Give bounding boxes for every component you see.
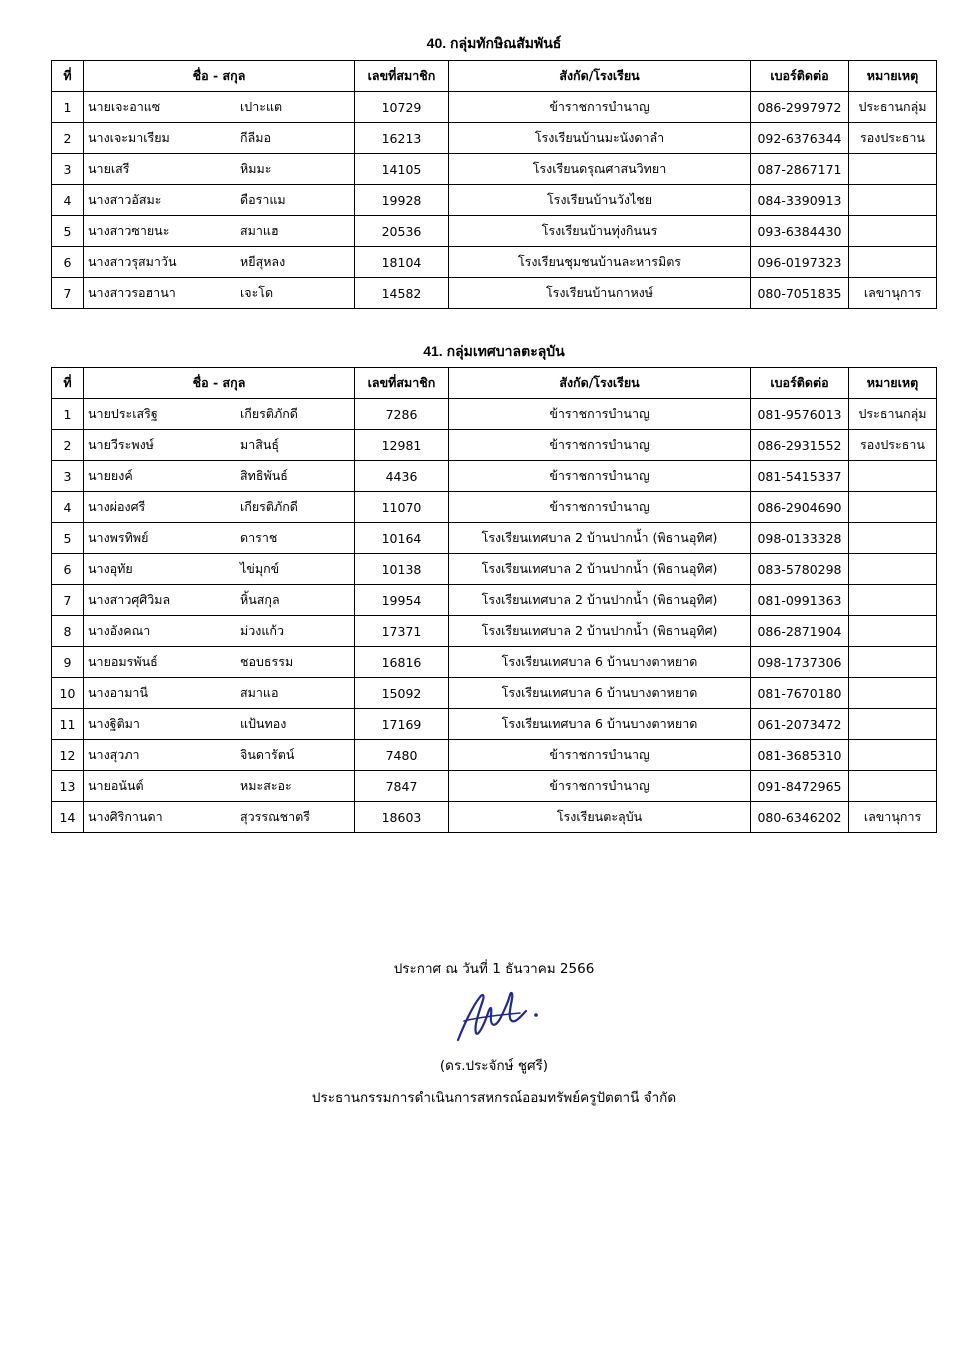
cell-note (849, 154, 937, 185)
cell-no: 7 (52, 585, 84, 616)
cell-name (84, 554, 355, 585)
cell-member-no: 11070 (355, 492, 449, 523)
col-header-note: หมายเหตุ (849, 61, 937, 92)
table-row (52, 771, 937, 802)
signature-image (450, 985, 550, 1047)
cell-note (849, 492, 937, 523)
cell-no: 6 (52, 247, 84, 278)
cell-member-no: 17169 (355, 709, 449, 740)
table-row (52, 247, 937, 278)
cell-phone: 096-0197323 (751, 247, 849, 278)
cell-member-no: 10729 (355, 92, 449, 123)
cell-no: 14 (52, 802, 84, 833)
cell-phone: 098-1737306 (751, 647, 849, 678)
table-header-row (52, 61, 937, 92)
cell-affiliation: โรงเรียนบ้านทุ่งกินนร (449, 216, 751, 247)
cell-affiliation: โรงเรียนเทศบาล 2 บ้านปากน้ำ (พิธานอุทิศ) (449, 616, 751, 647)
first-name: นางสุวภา (88, 747, 140, 762)
cell-note (849, 678, 937, 709)
cell-no: 3 (52, 154, 84, 185)
cell-member-no: 14105 (355, 154, 449, 185)
cell-phone: 093-6384430 (751, 216, 849, 247)
cell-affiliation: ข้าราชการบำนาญ (449, 430, 751, 461)
table-row (52, 523, 937, 554)
first-name: นางสาวศุศิวิมล (88, 592, 171, 607)
first-name: นายยงค์ (88, 468, 133, 483)
first-name: นายอมรพันธ์ (88, 654, 158, 669)
table-row (52, 554, 937, 585)
cell-no: 3 (52, 461, 84, 492)
group-41-title: 41. กลุ่มเทศบาลตะลุบัน (423, 343, 565, 359)
group-41-table (51, 367, 937, 833)
first-name: นางศิริกานดา (88, 809, 163, 824)
cell-phone: 080-6346202 (751, 802, 849, 833)
cell-name (84, 678, 355, 709)
cell-no: 10 (52, 678, 84, 709)
cell-member-no: 18603 (355, 802, 449, 833)
cell-phone: 098-0133328 (751, 523, 849, 554)
signer-name: (ดร.ประจักษ์ ชูศรี) (439, 1058, 549, 1074)
cell-name (84, 216, 355, 247)
cell-no: 13 (52, 771, 84, 802)
cell-name (84, 278, 355, 309)
first-name: นางสาวรอฮานา (88, 285, 176, 300)
last-name: หมะสะอะ (240, 778, 292, 793)
table-row (52, 430, 937, 461)
cell-note: เลขานุการ (849, 278, 937, 309)
cell-member-no: 12981 (355, 430, 449, 461)
cell-note (849, 647, 937, 678)
cell-affiliation: ข้าราชการบำนาญ (449, 492, 751, 523)
cell-phone: 086-2997972 (751, 92, 849, 123)
cell-no: 5 (52, 216, 84, 247)
col-header-name: ชื่อ - สกุล (84, 61, 355, 92)
table-row (52, 492, 937, 523)
cell-phone: 084-3390913 (751, 185, 849, 216)
last-name: เกียรติภักดี (240, 499, 298, 514)
cell-no: 5 (52, 523, 84, 554)
cell-affiliation: ข้าราชการบำนาญ (449, 92, 751, 123)
last-name: ดือราแม (240, 192, 286, 207)
table-row (52, 678, 937, 709)
table-row (52, 585, 937, 616)
first-name: นายเจะอาแซ (88, 99, 161, 114)
cell-no: 6 (52, 554, 84, 585)
cell-phone: 092-6376344 (751, 123, 849, 154)
cell-member-no: 19928 (355, 185, 449, 216)
last-name: จินดารัตน์ (240, 747, 295, 762)
cell-no: 4 (52, 185, 84, 216)
col-header-affiliation: สังกัด/โรงเรียน (449, 368, 751, 399)
cell-member-no: 15092 (355, 678, 449, 709)
last-name: ชอบธรรม (240, 654, 294, 669)
cell-name (84, 430, 355, 461)
cell-affiliation: โรงเรียนเทศบาล 6 บ้านบางตาหยาด (449, 647, 751, 678)
cell-name (84, 523, 355, 554)
cell-name (84, 616, 355, 647)
last-name: สุวรรณชาตรี (240, 809, 311, 824)
col-header-no: ที่ (52, 61, 84, 92)
cell-no: 2 (52, 430, 84, 461)
first-name: นายเสรี (88, 161, 130, 176)
cell-phone: 081-5415337 (751, 461, 849, 492)
cell-name (84, 247, 355, 278)
cell-affiliation: โรงเรียนดรุณศาสนวิทยา (449, 154, 751, 185)
cell-phone: 081-3685310 (751, 740, 849, 771)
cell-affiliation: ข้าราชการบำนาญ (449, 771, 751, 802)
cell-note: ประธานกลุ่ม (849, 399, 937, 430)
cell-name (84, 585, 355, 616)
cell-affiliation: ข้าราชการบำนาญ (449, 740, 751, 771)
table-row (52, 216, 937, 247)
cell-phone: 081-7670180 (751, 678, 849, 709)
cell-note: ประธานกลุ่ม (849, 92, 937, 123)
last-name: กีลีมอ (240, 130, 271, 145)
cell-note (849, 461, 937, 492)
col-header-member-no: เลขที่สมาชิก (355, 61, 449, 92)
cell-affiliation: โรงเรียนบ้านวังไชย (449, 185, 751, 216)
cell-name (84, 123, 355, 154)
col-header-phone: เบอร์ติดต่อ (751, 368, 849, 399)
first-name: นางผ่องศรี (88, 499, 146, 514)
cell-member-no: 17371 (355, 616, 449, 647)
cell-member-no: 7847 (355, 771, 449, 802)
first-name: นางอุทัย (88, 561, 133, 576)
first-name: นางสาวซายนะ (88, 223, 170, 238)
cell-phone: 081-9576013 (751, 399, 849, 430)
first-name: นายวีระพงษ์ (88, 437, 154, 452)
first-name: นางฐิติมา (88, 716, 140, 731)
cell-affiliation: ข้าราชการบำนาญ (449, 399, 751, 430)
cell-note (849, 616, 937, 647)
cell-member-no: 4436 (355, 461, 449, 492)
first-name: นางอังคณา (88, 623, 151, 638)
cell-member-no: 10138 (355, 554, 449, 585)
cell-name (84, 740, 355, 771)
cell-member-no: 18104 (355, 247, 449, 278)
table-row (52, 123, 937, 154)
cell-name (84, 771, 355, 802)
cell-no: 2 (52, 123, 84, 154)
col-header-name: ชื่อ - สกุล (84, 368, 355, 399)
cell-affiliation: โรงเรียนบ้านมะนังดาลำ (449, 123, 751, 154)
first-name: นางสาวรุสมาวัน (88, 254, 177, 269)
cell-note (849, 771, 937, 802)
last-name: แป้นทอง (240, 716, 287, 731)
table-header-row (52, 368, 937, 399)
table-row (52, 92, 937, 123)
table-row (52, 278, 937, 309)
last-name: หยีสุหลง (240, 254, 286, 269)
cell-phone: 080-7051835 (751, 278, 849, 309)
cell-phone: 091-8472965 (751, 771, 849, 802)
first-name: นายประเสริฐ (88, 406, 158, 421)
cell-affiliation: โรงเรียนเทศบาล 2 บ้านปากน้ำ (พิธานอุทิศ) (449, 554, 751, 585)
cell-member-no: 16213 (355, 123, 449, 154)
last-name: ม่วงแก้ว (240, 623, 285, 638)
cell-phone: 061-2073472 (751, 709, 849, 740)
cell-no: 4 (52, 492, 84, 523)
cell-note (849, 585, 937, 616)
cell-affiliation: โรงเรียนตะลุบัน (449, 802, 751, 833)
col-header-phone: เบอร์ติดต่อ (751, 61, 849, 92)
cell-name (84, 709, 355, 740)
last-name: เกียรติภักดี (240, 406, 298, 421)
table-row (52, 154, 937, 185)
cell-no: 12 (52, 740, 84, 771)
first-name: นางเจะมาเรียม (88, 130, 170, 145)
cell-no: 7 (52, 278, 84, 309)
cell-affiliation: โรงเรียนเทศบาล 6 บ้านบางตาหยาด (449, 709, 751, 740)
first-name: นางพรทิพย์ (88, 530, 149, 545)
cell-note (849, 523, 937, 554)
col-header-affiliation: สังกัด/โรงเรียน (449, 61, 751, 92)
table-row (52, 399, 937, 430)
signer-position: ประธานกรรมการดำเนินการสหกรณ์ออมทรัพย์ครูปัตตานี จำกัด (311, 1090, 677, 1106)
first-name: นางอามานี (88, 685, 148, 700)
last-name: ไข่มุกข์ (240, 561, 280, 576)
cell-note (849, 709, 937, 740)
cell-member-no: 16816 (355, 647, 449, 678)
cell-note (849, 554, 937, 585)
cell-phone: 086-2871904 (751, 616, 849, 647)
cell-note (849, 247, 937, 278)
cell-name (84, 185, 355, 216)
cell-phone: 086-2904690 (751, 492, 849, 523)
cell-affiliation: ข้าราชการบำนาญ (449, 461, 751, 492)
table-row (52, 802, 937, 833)
cell-affiliation: โรงเรียนบ้านกาหงษ์ (449, 278, 751, 309)
cell-phone: 083-5780298 (751, 554, 849, 585)
last-name: ดาราช (240, 530, 278, 545)
cell-affiliation: โรงเรียนชุมชนบ้านละหารมิตร (449, 247, 751, 278)
col-header-no: ที่ (52, 368, 84, 399)
cell-no: 1 (52, 399, 84, 430)
last-name: หิมมะ (240, 161, 272, 176)
announcement-date: ประกาศ ณ วันที่ 1 ธันวาคม 2566 (393, 961, 595, 977)
cell-member-no: 19954 (355, 585, 449, 616)
last-name: เจะโด (240, 285, 274, 300)
cell-note: รองประธาน (849, 123, 937, 154)
cell-phone: 081-0991363 (751, 585, 849, 616)
cell-member-no: 7286 (355, 399, 449, 430)
cell-affiliation: โรงเรียนเทศบาล 2 บ้านปากน้ำ (พิธานอุทิศ) (449, 523, 751, 554)
cell-no: 8 (52, 616, 84, 647)
cell-affiliation: โรงเรียนเทศบาล 6 บ้านบางตาหยาด (449, 678, 751, 709)
table-row (52, 740, 937, 771)
cell-note: รองประธาน (849, 430, 937, 461)
cell-no: 11 (52, 709, 84, 740)
first-name: นายอนันต์ (88, 778, 144, 793)
cell-name (84, 802, 355, 833)
last-name: เปาะแต (240, 99, 283, 114)
cell-member-no: 14582 (355, 278, 449, 309)
last-name: มาสินธุ์ (240, 437, 280, 452)
col-header-note: หมายเหตุ (849, 368, 937, 399)
col-header-member-no: เลขที่สมาชิก (355, 368, 449, 399)
cell-note (849, 185, 937, 216)
cell-phone: 086-2931552 (751, 430, 849, 461)
cell-phone: 087-2867171 (751, 154, 849, 185)
cell-note: เลขานุการ (849, 802, 937, 833)
cell-name (84, 492, 355, 523)
group-40-table (51, 60, 937, 309)
cell-name (84, 154, 355, 185)
table-row (52, 647, 937, 678)
table-row (52, 185, 937, 216)
cell-name (84, 647, 355, 678)
cell-name (84, 461, 355, 492)
cell-member-no: 7480 (355, 740, 449, 771)
table-row (52, 616, 937, 647)
last-name: สมาแอ (240, 685, 279, 700)
cell-note (849, 216, 937, 247)
last-name: สมาแฮ (240, 223, 279, 238)
table-row (52, 461, 937, 492)
first-name: นางสาวอัสมะ (88, 192, 162, 207)
last-name: สิทธิพันธ์ (240, 468, 288, 483)
group-40-title: 40. กลุ่มทักษิณสัมพันธ์ (426, 35, 562, 51)
cell-no: 9 (52, 647, 84, 678)
cell-name (84, 92, 355, 123)
cell-affiliation: โรงเรียนเทศบาล 2 บ้านปากน้ำ (พิธานอุทิศ) (449, 585, 751, 616)
cell-no: 1 (52, 92, 84, 123)
cell-member-no: 10164 (355, 523, 449, 554)
cell-member-no: 20536 (355, 216, 449, 247)
cell-name (84, 399, 355, 430)
last-name: หิ้นสกุล (240, 592, 280, 607)
table-row (52, 709, 937, 740)
cell-note (849, 740, 937, 771)
